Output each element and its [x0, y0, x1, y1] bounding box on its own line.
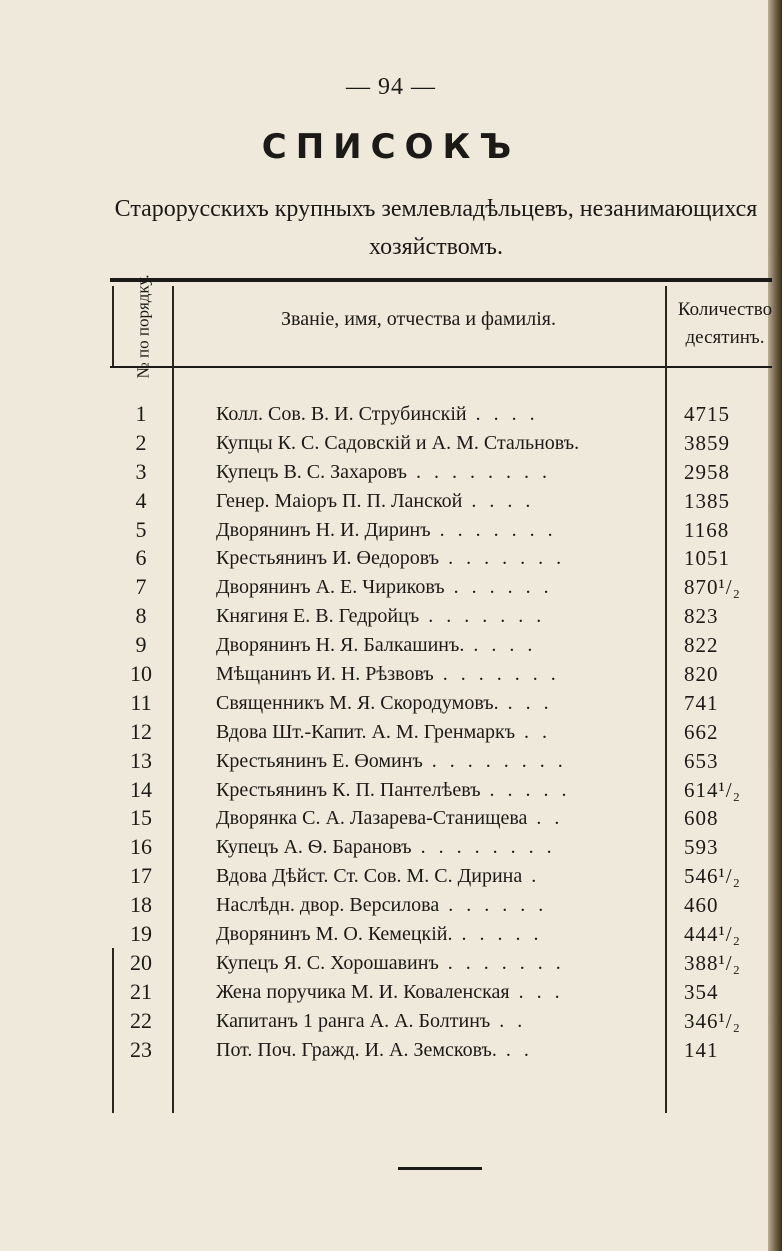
row-leader-dots: . .	[496, 1038, 533, 1061]
row-name	[216, 1007, 661, 1035]
table-row	[110, 544, 772, 573]
row-name-text: Крестьянинъ К. П. Пантелѣевъ	[216, 778, 481, 801]
table-row	[110, 429, 772, 458]
table-row	[110, 804, 772, 833]
row-leader-dots: . . . .	[462, 489, 535, 512]
row-number: 10	[130, 661, 152, 687]
row-name-text: Генер. Маіоръ П. П. Ланской	[216, 489, 463, 512]
row-name	[216, 660, 661, 688]
subtitle-line-1: Старорусскихъ крупныхъ землевладѣльцевъ, незанимающихся	[114, 196, 758, 222]
table-top-rule	[110, 278, 772, 282]
row-number: 13	[130, 747, 152, 773]
row-quantity: 1168	[684, 517, 730, 542]
page-subtitle	[96, 190, 776, 266]
row-quantity: 823	[684, 604, 719, 629]
table-row	[110, 631, 772, 660]
table-row	[110, 1036, 772, 1065]
row-name-text: Колл. Сов. В. И. Струбинскій	[216, 403, 467, 425]
row-number: 20	[130, 949, 152, 975]
row-name-text: Крестьянинъ Е. Өоминъ	[216, 749, 423, 772]
row-name	[216, 516, 661, 544]
row-number: 14	[130, 776, 152, 802]
row-quantity: 354	[684, 979, 719, 1004]
row-name-text: Крестьянинъ И. Өедоровъ	[216, 547, 440, 570]
row-leader-dots: . . . . . . .	[438, 951, 565, 974]
row-leader-dots: . . . . .	[452, 923, 543, 946]
row-leader-dots: .	[522, 865, 541, 888]
row-leader-dots: . . . . . . . .	[411, 836, 556, 859]
row-number: 7	[135, 574, 147, 600]
row-name-text: Купецъ В. С. Захаровъ	[216, 460, 407, 483]
row-number: 5	[135, 516, 147, 542]
row-name	[216, 920, 661, 948]
row-quantity: 2958	[684, 459, 730, 484]
table-row	[110, 776, 772, 805]
row-name	[216, 487, 661, 515]
header-number	[118, 274, 168, 378]
row-name-text: Дворянинъ А. Е. Чириковъ	[216, 576, 445, 599]
row-leader-dots: . . . . . .	[439, 894, 548, 917]
subtitle-line-2: хозяйствомъ.	[369, 234, 503, 260]
row-quantity: 593	[684, 835, 719, 860]
row-name	[216, 978, 661, 1006]
table-header-rule	[110, 366, 772, 368]
end-rule	[398, 1167, 482, 1170]
row-name	[216, 833, 661, 861]
table-row	[110, 747, 772, 776]
row-number: 6	[135, 545, 147, 571]
table-row	[110, 862, 772, 891]
row-leader-dots: . . . . .	[480, 778, 571, 801]
table-row	[110, 833, 772, 862]
table-row	[110, 400, 772, 429]
row-leader-dots: . . . . . . .	[433, 663, 560, 686]
row-name-text: Дворянка С. А. Лазарева-Станищева	[216, 807, 528, 830]
row-quantity: 741	[684, 690, 719, 715]
row-number: 11	[130, 689, 152, 715]
row-quantity: 822	[684, 633, 719, 658]
row-leader-dots: . . . . . . .	[439, 547, 566, 570]
row-number: 1	[135, 401, 147, 426]
row-quantity: 346¹/₂	[684, 1008, 741, 1033]
row-number: 16	[130, 834, 152, 860]
row-name-text: Священникъ М. Я. Скородумовъ.	[216, 691, 499, 714]
row-number: 22	[130, 1007, 152, 1033]
row-number: 17	[130, 863, 152, 889]
row-quantity: 1385	[684, 488, 730, 513]
row-name-text: Вдова Дѣйст. Ст. Сов. М. С. Дирина	[216, 865, 523, 888]
page-title: СПИСОКЪ	[261, 127, 521, 167]
row-name	[216, 862, 661, 890]
header-quantity-line-1: Количество	[677, 299, 773, 320]
table-row	[110, 949, 772, 978]
row-name-text: Купецъ А. Ѳ. Барановъ	[216, 836, 412, 859]
row-name-text: Капитанъ 1 ранга А. А. Болтинъ	[216, 1009, 491, 1032]
header-number-label: № по порядку.	[133, 274, 153, 378]
row-number: 23	[130, 1036, 152, 1062]
row-quantity: 662	[684, 719, 719, 744]
row-quantity: 546¹/₂	[684, 864, 741, 889]
row-leader-dots: . . . . . . . .	[422, 749, 567, 772]
row-name	[216, 689, 661, 717]
row-number: 12	[130, 718, 152, 744]
table-row	[110, 978, 772, 1007]
row-name	[216, 573, 661, 601]
row-name-text: Купецъ Я. С. Хорошавинъ	[216, 951, 439, 974]
row-quantity: 608	[684, 806, 719, 831]
row-leader-dots: . . . .	[464, 634, 537, 657]
header-quantity	[670, 296, 780, 352]
row-number: 21	[130, 978, 152, 1004]
table-row	[110, 458, 772, 487]
row-name-text: Наслѣдн. двор. Версилова	[216, 894, 440, 917]
row-leader-dots: . . . .	[466, 403, 539, 425]
row-quantity: 614¹/₂	[684, 777, 741, 802]
table-row	[110, 487, 772, 516]
row-name	[216, 602, 661, 630]
row-leader-dots: . .	[527, 807, 564, 830]
row-leader-dots: . .	[490, 1009, 527, 1032]
row-name-text: Купцы К. С. Садовскій и А. М. Стальновъ.	[216, 431, 580, 454]
row-name	[216, 718, 661, 746]
page-number: — 94 —	[346, 74, 436, 100]
row-leader-dots: . . . . . . .	[430, 518, 557, 541]
row-quantity: 1051	[684, 546, 730, 571]
row-number: 19	[130, 921, 152, 947]
row-quantity: 870¹/₂	[684, 575, 741, 600]
table-left-border	[112, 286, 114, 366]
row-name	[216, 891, 661, 919]
row-leader-dots: . . .	[509, 980, 564, 1003]
table-body	[110, 400, 772, 1064]
header-quantity-line-2: десятинъ.	[685, 327, 765, 348]
row-name-text: Жена поручика М. И. Коваленская	[216, 980, 510, 1003]
row-name-text: Княгиня Е. В. Гедройцъ	[216, 605, 420, 628]
row-number: 4	[135, 487, 147, 513]
row-name	[216, 747, 661, 775]
table-row	[110, 891, 772, 920]
table-row	[110, 920, 772, 949]
row-name-text: Пот. Поч. Гражд. И. А. Земсковъ.	[216, 1038, 497, 1061]
row-name	[216, 458, 661, 486]
row-name	[216, 804, 661, 832]
row-number: 8	[135, 603, 147, 629]
row-quantity: 460	[684, 893, 719, 918]
row-number: 15	[130, 805, 152, 831]
row-quantity: 4715	[684, 402, 730, 426]
row-quantity: 444¹/₂	[684, 922, 741, 947]
row-leader-dots: . . .	[498, 691, 553, 714]
table-row	[110, 689, 772, 718]
row-name-text: Дворянинъ Н. И. Диринъ	[216, 518, 431, 541]
row-number: 3	[135, 458, 147, 484]
row-quantity: 820	[684, 662, 719, 687]
row-quantity: 141	[684, 1037, 719, 1062]
table-row	[110, 573, 772, 602]
row-number: 18	[130, 892, 152, 918]
row-name	[216, 400, 661, 428]
row-leader-dots: . . . . . . .	[419, 605, 546, 628]
row-name-text: Дворянинъ М. О. Кемецкій.	[216, 923, 453, 946]
row-number: 9	[135, 632, 147, 658]
row-name	[216, 776, 661, 804]
row-leader-dots: . .	[515, 720, 552, 743]
row-name-text: Вдова Шт.-Капит. А. М. Гренмаркъ	[216, 720, 516, 743]
landowners-table	[110, 274, 773, 1113]
table-row	[110, 1007, 772, 1036]
row-quantity: 3859	[684, 430, 730, 455]
row-quantity: 388¹/₂	[684, 950, 741, 975]
header-name: Званіе, имя, отчества и фамилія.	[281, 308, 556, 330]
row-name	[216, 429, 661, 457]
row-quantity: 653	[684, 748, 719, 773]
row-name	[216, 1036, 661, 1064]
table-row	[110, 602, 772, 631]
row-name-text: Дворянинъ Н. Я. Балкашинъ.	[216, 634, 465, 657]
row-leader-dots: . . . . . . . .	[406, 460, 551, 483]
row-name	[216, 949, 661, 977]
row-number: 2	[135, 429, 147, 455]
row-name	[216, 631, 661, 659]
row-name-text: Мѣщанинъ И. Н. Рѣзвовъ	[216, 663, 434, 686]
table-row	[110, 718, 772, 747]
table-row	[110, 660, 772, 689]
row-name	[216, 544, 661, 572]
table-row	[110, 516, 772, 545]
row-leader-dots: . . . . . .	[444, 576, 553, 599]
